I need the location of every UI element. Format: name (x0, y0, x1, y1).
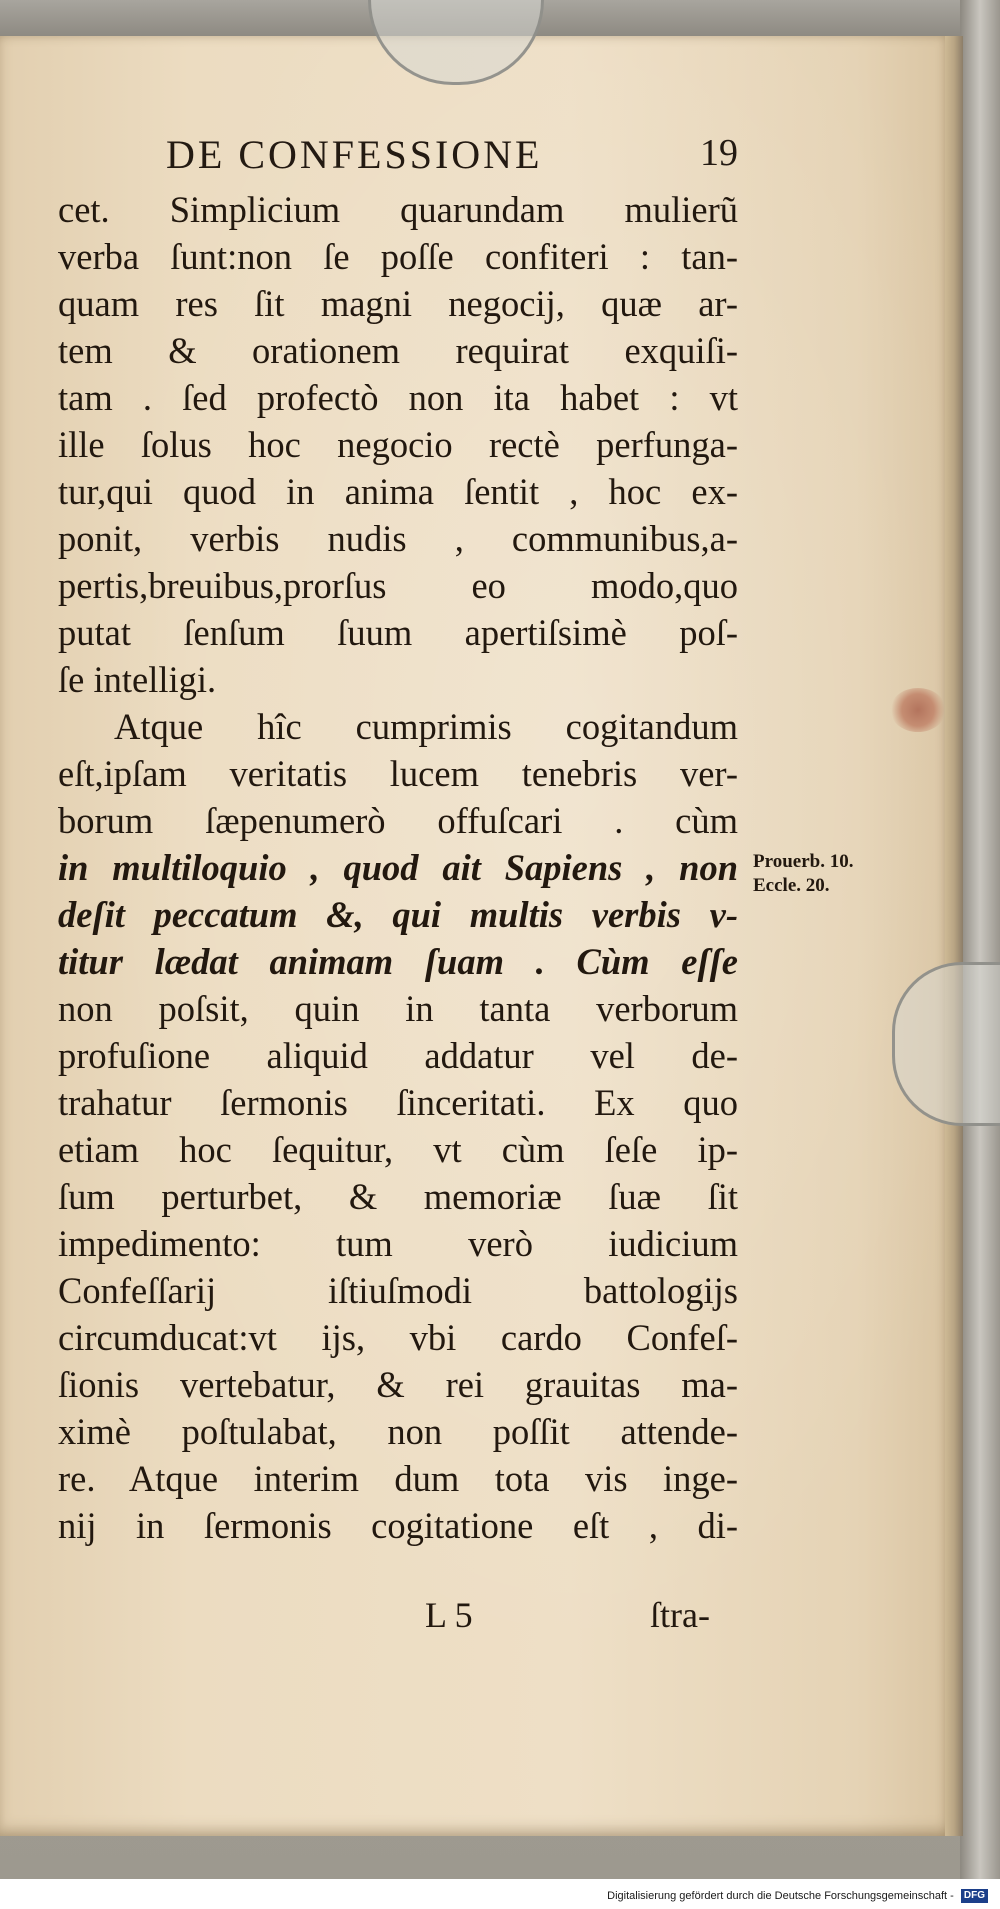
text-line-italic: deſit peccatum &, qui multis verbis v- (58, 894, 738, 935)
funding-credit-text: Digitalisierung gefördert durch die Deutsche Forschungsgemeinschaft - (607, 1889, 954, 1902)
text-line: profuſione aliquid addatur vel de- (58, 1035, 738, 1076)
text-line: trahatur ſermonis ſinceritati. Ex quo (58, 1082, 738, 1123)
text-line: etiam hoc ſequitur, vt cùm ſeſe ip- (58, 1129, 738, 1170)
text-line: re. Atque interim dum tota vis inge- (58, 1458, 738, 1499)
text-line: impedimento: tum verò iudicium (58, 1223, 738, 1264)
plastic-clip-side (892, 962, 1000, 1126)
margin-note: Prouerb. 10. (753, 851, 854, 872)
text-line: ille ſolus hoc negocio rectè perfunga- (58, 424, 738, 465)
page-number: 19 (700, 132, 738, 174)
text-line: cet. Simplicium quarundam mulierũ (58, 189, 738, 230)
signature-mark: L 5 (425, 1595, 473, 1635)
text-line: nij in ſermonis cogitatione eſt , di- (58, 1505, 738, 1546)
text-line: Confeſſarij iſtiuſmodi battologijs (58, 1270, 738, 1311)
text-line: ſionis vertebatur, & rei grauitas ma- (58, 1364, 738, 1405)
text-line: Atque hîc cumprimis cogitandum (114, 706, 738, 747)
text-line: non poſsit, quin in tanta verborum (58, 988, 738, 1029)
text-line: tur,qui quod in anima ſentit , hoc ex- (58, 471, 738, 512)
text-line-italic: titur lædat animam ſuam . Cùm eſſe (58, 941, 738, 982)
dfg-logo-icon: DFG (961, 1889, 988, 1903)
text-line: quam res ſit magni negocij, quæ ar- (58, 283, 738, 324)
page-catchline (0, 1594, 952, 1642)
book-page (0, 36, 955, 1836)
text-line: ponit, verbis nudis , communibus,a- (58, 518, 738, 559)
text-line: ſum perturbet, & memoriæ ſuæ ſit (58, 1176, 738, 1217)
margin-note: Eccle. 20. (753, 875, 830, 896)
text-line: eſt,ipſam veritatis lucem tenebris ver- (58, 753, 738, 794)
margin-notes (753, 850, 903, 898)
text-line: ximè poſtulabat, non poſſit attende- (58, 1411, 738, 1452)
text-line-italic: in multiloquio , quod ait Sapiens , non (58, 847, 738, 888)
body-text (58, 186, 738, 1549)
text-line: ſe intelligi. (58, 659, 217, 700)
text-line: putat ſenſum ſuum apertiſsimè poſ- (58, 612, 738, 653)
text-line: tem & orationem requirat exquiſi- (58, 330, 738, 371)
book-cover-right-edge (960, 0, 1000, 1880)
page-edge-shadow (945, 36, 963, 1836)
text-line: pertis,breuibus,prorſus eo modo,quo (58, 565, 738, 606)
page-header (0, 131, 952, 183)
text-line: tam . ſed profectò non ita habet : vt (58, 377, 738, 418)
funding-credit (607, 1889, 988, 1903)
running-head: DE CONFESSIONE (166, 132, 543, 177)
text-line: circumducat:vt ijs, vbi cardo Confeſ- (58, 1317, 738, 1358)
text-line: verba ſunt:non ſe poſſe confiteri : tan- (58, 236, 738, 277)
footer-bar (0, 1879, 1000, 1909)
catchword: ſtra- (650, 1595, 710, 1635)
foxing-stain (890, 688, 946, 732)
text-line: borum ſæpenumerò offuſcari . cùm (58, 800, 738, 841)
